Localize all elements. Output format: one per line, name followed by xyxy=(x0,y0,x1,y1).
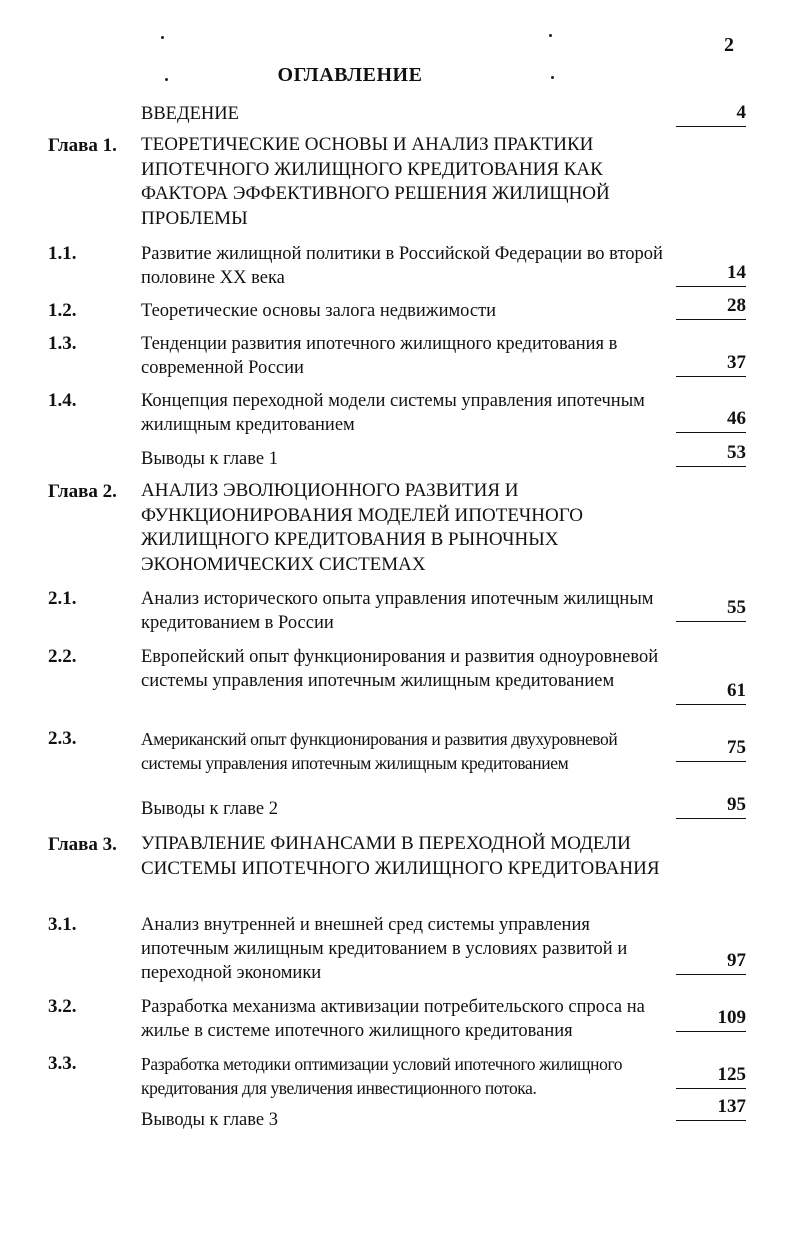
section-title: Разработка механизма активизации потребительского спроса на жилье в системе ипотечного жилищного кредитования xyxy=(141,997,645,1041)
chapter-title: УПРАВЛЕНИЕ ФИНАНСАМИ В ПЕРЕХОДНОЙ МОДЕЛИ СИСТЕМЫ ИПОТЕЧНОГО ЖИЛИЩНОГО КРЕДИТОВАНИЯ xyxy=(141,833,660,879)
conclusion-title: Выводы к главе 1 xyxy=(141,449,278,469)
chapter-title: ТЕОРЕТИЧЕСКИЕ ОСНОВЫ И АНАЛИЗ ПРАКТИКИ ИПОТЕЧНОГО ЖИЛИЩНОГО КРЕДИТОВАНИЯ КАК ФАКТОРА ЭФФЕКТИВНОГО РЕШЕНИЯ ЖИЛИЩНОЙ ПРОБЛЕМЫ xyxy=(141,134,610,229)
section-number: 1.2. xyxy=(48,300,77,321)
chapter-label: Глава 1. xyxy=(48,135,117,156)
toc-page-number: 137 xyxy=(676,1096,746,1121)
section-number: 3.3. xyxy=(48,1053,77,1074)
toc-page-number: 95 xyxy=(676,794,746,819)
page-number: 2 xyxy=(724,34,734,56)
section-title: Европейский опыт функционирования и развития одноуровневой системы управления ипотечным жилищным кредитованием xyxy=(141,647,659,691)
toc-intro-title: ВВЕДЕНИЕ xyxy=(141,104,239,124)
chapter-label: Глава 3. xyxy=(48,834,117,855)
section-title: Развитие жилищной политики в Российской Федерации во второй половине XX века xyxy=(141,244,663,288)
toc-page-number: 61 xyxy=(676,680,746,705)
section-title: Анализ внутренней и внешней сред системы управления ипотечным жилищным кредитованием в условиях развитой и переходной экономики xyxy=(141,915,628,983)
conclusion-title: Выводы к главе 3 xyxy=(141,1110,278,1130)
section-title: Теоретические основы залога недвижимости xyxy=(141,301,497,321)
section-number: 2.2. xyxy=(48,646,77,667)
section-number: 1.3. xyxy=(48,333,77,354)
scan-speck xyxy=(161,36,164,39)
conclusion-title: Выводы к главе 2 xyxy=(141,799,278,819)
section-number: 1.1. xyxy=(48,243,77,264)
section-title: Анализ исторического опыта управления ипотечным жилищным кредитованием в России xyxy=(141,589,654,633)
section-title: Разработка методики оптимизации условий ипотечного жилищного кредитования для увеличения инвестиционного потока. xyxy=(141,1054,623,1098)
section-number: 2.3. xyxy=(48,728,77,749)
section-number: 1.4. xyxy=(48,390,77,411)
page-title: ОГЛАВЛЕНИЕ xyxy=(277,64,423,86)
section-title: Концепция переходной модели системы управления ипотечным жилищным кредитованием xyxy=(141,391,645,435)
section-title: Американский опыт функционирования и развития двухуровневой системы управления ипотечным жилищным кредитованием xyxy=(141,729,618,773)
section-number: 2.1. xyxy=(48,588,77,609)
section-number: 3.1. xyxy=(48,914,77,935)
toc-page-number: 55 xyxy=(676,597,746,622)
toc-page-number: 53 xyxy=(676,442,746,467)
toc-page-number: 14 xyxy=(676,262,746,287)
toc-page-number: 28 xyxy=(676,295,746,320)
toc-page-number: 75 xyxy=(676,737,746,762)
section-title: Тенденции развития ипотечного жилищного кредитования в современной России xyxy=(141,334,618,378)
toc-page-number: 46 xyxy=(676,408,746,433)
chapter-title: АНАЛИЗ ЭВОЛЮЦИОННОГО РАЗВИТИЯ И ФУНКЦИОНИРОВАНИЯ МОДЕЛЕЙ ИПОТЕЧНОГО ЖИЛИЩНОГО КРЕДИТОВАНИЯ В РЫНОЧНЫХ ЭКОНОМИЧЕСКИХ СИСТЕМАХ xyxy=(141,480,583,575)
toc-page-number: 4 xyxy=(676,102,746,127)
chapter-label: Глава 2. xyxy=(48,481,117,502)
section-number: 3.2. xyxy=(48,996,77,1017)
scan-speck xyxy=(549,34,552,37)
toc-page-number: 109 xyxy=(676,1007,746,1032)
toc-page-number: 37 xyxy=(676,352,746,377)
toc-page-number: 97 xyxy=(676,950,746,975)
toc-page-number: 125 xyxy=(676,1064,746,1089)
